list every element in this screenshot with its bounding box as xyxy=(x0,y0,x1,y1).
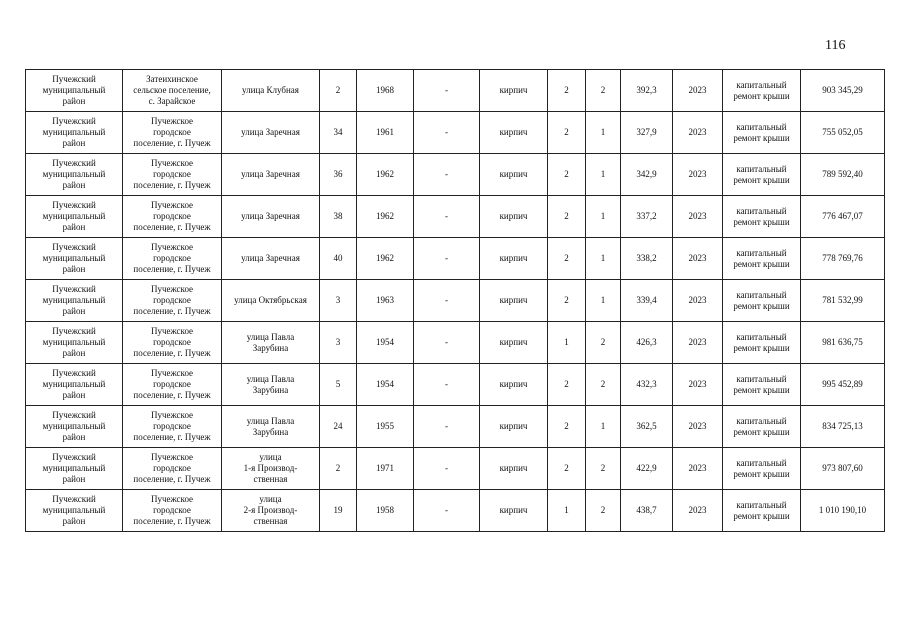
settlement-cell: Пучежское городское поселение, г. Пучеж xyxy=(123,490,222,532)
floors-cell: 2 xyxy=(548,112,586,154)
house-number-cell: 2 xyxy=(320,70,357,112)
table-row xyxy=(26,406,885,448)
district-cell: Пучежский муниципальный район xyxy=(26,154,123,196)
entrances-cell: 2 xyxy=(586,70,621,112)
floors-cell: 1 xyxy=(548,322,586,364)
house-number-cell: 3 xyxy=(320,280,357,322)
district-cell: Пучежский муниципальный район xyxy=(26,490,123,532)
street-cell: улица Павла Зарубина xyxy=(222,322,320,364)
entrances-cell: 2 xyxy=(586,448,621,490)
street-cell: улица Павла Зарубина xyxy=(222,364,320,406)
floors-cell: 1 xyxy=(548,490,586,532)
floors-cell: 2 xyxy=(548,238,586,280)
floors-cell: 2 xyxy=(548,448,586,490)
entrances-cell: 1 xyxy=(586,238,621,280)
street-cell: улица Павла Зарубина xyxy=(222,406,320,448)
house-number-cell: 36 xyxy=(320,154,357,196)
settlement-cell: Пучежское городское поселение, г. Пучеж xyxy=(123,154,222,196)
cost-cell: 1 010 190,10 xyxy=(801,490,885,532)
table-row xyxy=(26,448,885,490)
street-cell: улица 2-я Производ- ственная xyxy=(222,490,320,532)
plan-year-cell: 2023 xyxy=(673,112,723,154)
wall-material-cell: кирпич xyxy=(480,448,548,490)
house-number-cell: 3 xyxy=(320,322,357,364)
district-cell: Пучежский муниципальный район xyxy=(26,406,123,448)
cost-cell: 995 452,89 xyxy=(801,364,885,406)
table-row xyxy=(26,322,885,364)
house-number-cell: 5 xyxy=(320,364,357,406)
build-year-cell: 1962 xyxy=(357,196,414,238)
plan-year-cell: 2023 xyxy=(673,448,723,490)
district-cell: Пучежский муниципальный район xyxy=(26,322,123,364)
wall-material-cell: кирпич xyxy=(480,322,548,364)
work-type-cell: капитальный ремонт крыши xyxy=(723,238,801,280)
street-cell: улица 1-я Производ- ственная xyxy=(222,448,320,490)
table-row xyxy=(26,154,885,196)
work-type-cell: капитальный ремонт крыши xyxy=(723,322,801,364)
area-cell: 362,5 xyxy=(621,406,673,448)
wall-material-cell: кирпич xyxy=(480,196,548,238)
entrances-cell: 1 xyxy=(586,154,621,196)
area-cell: 432,3 xyxy=(621,364,673,406)
table-row xyxy=(26,70,885,112)
district-cell: Пучежский муниципальный район xyxy=(26,196,123,238)
street-cell: улица Заречная xyxy=(222,196,320,238)
wall-material-cell: кирпич xyxy=(480,112,548,154)
plan-year-cell: 2023 xyxy=(673,154,723,196)
build-year-cell: 1954 xyxy=(357,364,414,406)
build-year-cell: 1954 xyxy=(357,322,414,364)
cost-cell: 981 636,75 xyxy=(801,322,885,364)
floors-cell: 2 xyxy=(548,196,586,238)
area-cell: 327,9 xyxy=(621,112,673,154)
work-type-cell: капитальный ремонт крыши xyxy=(723,196,801,238)
area-cell: 342,9 xyxy=(621,154,673,196)
street-cell: улица Заречная xyxy=(222,154,320,196)
settlement-cell: Затеихинское сельское поселение, с. Зарайское xyxy=(123,70,222,112)
cost-cell: 755 052,05 xyxy=(801,112,885,154)
empty-value-cell: - xyxy=(414,322,480,364)
build-year-cell: 1968 xyxy=(357,70,414,112)
cost-cell: 789 592,40 xyxy=(801,154,885,196)
build-year-cell: 1962 xyxy=(357,154,414,196)
settlement-cell: Пучежское городское поселение, г. Пучеж xyxy=(123,196,222,238)
wall-material-cell: кирпич xyxy=(480,406,548,448)
wall-material-cell: кирпич xyxy=(480,70,548,112)
build-year-cell: 1961 xyxy=(357,112,414,154)
area-cell: 438,7 xyxy=(621,490,673,532)
cost-cell: 778 769,76 xyxy=(801,238,885,280)
settlement-cell: Пучежское городское поселение, г. Пучеж xyxy=(123,406,222,448)
empty-value-cell: - xyxy=(414,196,480,238)
entrances-cell: 2 xyxy=(586,490,621,532)
street-cell: улица Заречная xyxy=(222,238,320,280)
district-cell: Пучежский муниципальный район xyxy=(26,364,123,406)
street-cell: улица Октябрьская xyxy=(222,280,320,322)
plan-year-cell: 2023 xyxy=(673,280,723,322)
empty-value-cell: - xyxy=(414,490,480,532)
area-cell: 338,2 xyxy=(621,238,673,280)
entrances-cell: 2 xyxy=(586,322,621,364)
wall-material-cell: кирпич xyxy=(480,364,548,406)
settlement-cell: Пучежское городское поселение, г. Пучеж xyxy=(123,112,222,154)
table-row xyxy=(26,280,885,322)
floors-cell: 2 xyxy=(548,364,586,406)
build-year-cell: 1963 xyxy=(357,280,414,322)
empty-value-cell: - xyxy=(414,112,480,154)
street-cell: улица Клубная xyxy=(222,70,320,112)
floors-cell: 2 xyxy=(548,406,586,448)
table-row xyxy=(26,112,885,154)
table-row xyxy=(26,196,885,238)
street-cell: улица Заречная xyxy=(222,112,320,154)
settlement-cell: Пучежское городское поселение, г. Пучеж xyxy=(123,448,222,490)
wall-material-cell: кирпич xyxy=(480,154,548,196)
build-year-cell: 1962 xyxy=(357,238,414,280)
house-number-cell: 24 xyxy=(320,406,357,448)
entrances-cell: 1 xyxy=(586,196,621,238)
empty-value-cell: - xyxy=(414,364,480,406)
empty-value-cell: - xyxy=(414,70,480,112)
house-number-cell: 2 xyxy=(320,448,357,490)
area-cell: 392,3 xyxy=(621,70,673,112)
cost-cell: 781 532,99 xyxy=(801,280,885,322)
wall-material-cell: кирпич xyxy=(480,280,548,322)
house-number-cell: 40 xyxy=(320,238,357,280)
build-year-cell: 1971 xyxy=(357,448,414,490)
settlement-cell: Пучежское городское поселение, г. Пучеж xyxy=(123,364,222,406)
plan-year-cell: 2023 xyxy=(673,406,723,448)
house-number-cell: 38 xyxy=(320,196,357,238)
area-cell: 337,2 xyxy=(621,196,673,238)
floors-cell: 2 xyxy=(548,280,586,322)
settlement-cell: Пучежское городское поселение, г. Пучеж xyxy=(123,238,222,280)
table-row xyxy=(26,364,885,406)
empty-value-cell: - xyxy=(414,280,480,322)
area-cell: 422,9 xyxy=(621,448,673,490)
floors-cell: 2 xyxy=(548,70,586,112)
empty-value-cell: - xyxy=(414,154,480,196)
work-type-cell: капитальный ремонт крыши xyxy=(723,364,801,406)
settlement-cell: Пучежское городское поселение, г. Пучеж xyxy=(123,322,222,364)
work-type-cell: капитальный ремонт крыши xyxy=(723,406,801,448)
page-number: 116 xyxy=(825,38,846,53)
area-cell: 339,4 xyxy=(621,280,673,322)
district-cell: Пучежский муниципальный район xyxy=(26,280,123,322)
entrances-cell: 1 xyxy=(586,280,621,322)
area-cell: 426,3 xyxy=(621,322,673,364)
district-cell: Пучежский муниципальный район xyxy=(26,70,123,112)
empty-value-cell: - xyxy=(414,406,480,448)
cost-cell: 973 807,60 xyxy=(801,448,885,490)
wall-material-cell: кирпич xyxy=(480,490,548,532)
empty-value-cell: - xyxy=(414,448,480,490)
cost-cell: 834 725,13 xyxy=(801,406,885,448)
entrances-cell: 1 xyxy=(586,112,621,154)
house-number-cell: 34 xyxy=(320,112,357,154)
build-year-cell: 1958 xyxy=(357,490,414,532)
plan-year-cell: 2023 xyxy=(673,322,723,364)
work-type-cell: капитальный ремонт крыши xyxy=(723,490,801,532)
entrances-cell: 2 xyxy=(586,364,621,406)
work-type-cell: капитальный ремонт крыши xyxy=(723,448,801,490)
district-cell: Пучежский муниципальный район xyxy=(26,448,123,490)
work-type-cell: капитальный ремонт крыши xyxy=(723,280,801,322)
district-cell: Пучежский муниципальный район xyxy=(26,112,123,154)
plan-year-cell: 2023 xyxy=(673,70,723,112)
wall-material-cell: кирпич xyxy=(480,238,548,280)
plan-year-cell: 2023 xyxy=(673,196,723,238)
house-number-cell: 19 xyxy=(320,490,357,532)
table-body xyxy=(26,70,885,532)
entrances-cell: 1 xyxy=(586,406,621,448)
settlement-cell: Пучежское городское поселение, г. Пучеж xyxy=(123,280,222,322)
work-type-cell: капитальный ремонт крыши xyxy=(723,154,801,196)
build-year-cell: 1955 xyxy=(357,406,414,448)
district-cell: Пучежский муниципальный район xyxy=(26,238,123,280)
plan-year-cell: 2023 xyxy=(673,364,723,406)
empty-value-cell: - xyxy=(414,238,480,280)
plan-year-cell: 2023 xyxy=(673,238,723,280)
floors-cell: 2 xyxy=(548,154,586,196)
cost-cell: 903 345,29 xyxy=(801,70,885,112)
housing-repair-table xyxy=(25,69,885,532)
work-type-cell: капитальный ремонт крыши xyxy=(723,112,801,154)
plan-year-cell: 2023 xyxy=(673,490,723,532)
work-type-cell: капитальный ремонт крыши xyxy=(723,70,801,112)
table-row xyxy=(26,490,885,532)
cost-cell: 776 467,07 xyxy=(801,196,885,238)
table-row xyxy=(26,238,885,280)
